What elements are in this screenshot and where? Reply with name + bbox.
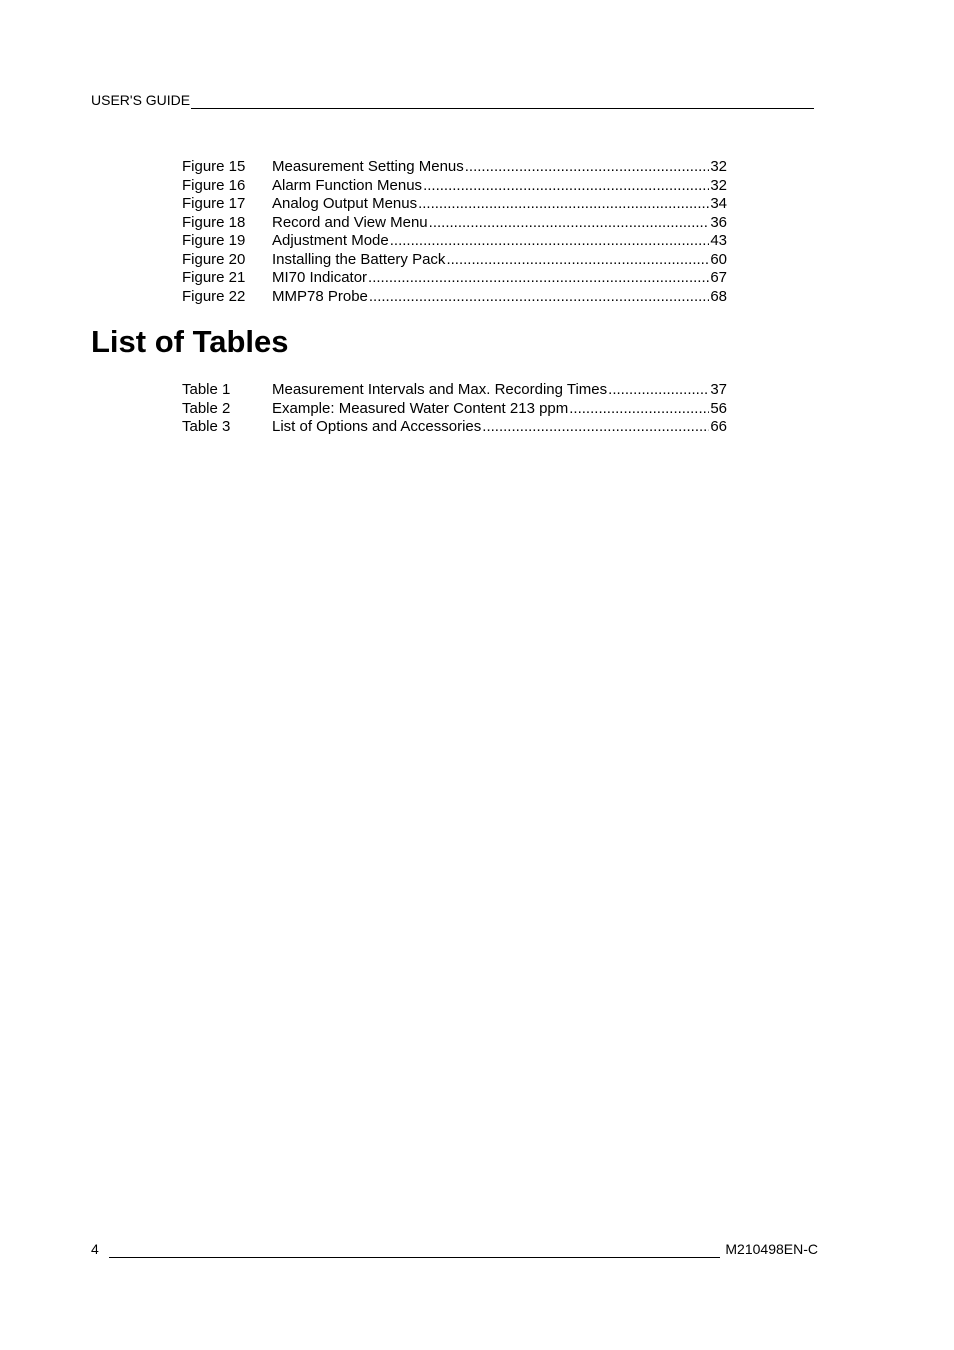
footer-doc-code: M210498EN-C xyxy=(725,1241,818,1257)
toc-entry-figure-19[interactable] xyxy=(182,232,727,251)
dot-leader xyxy=(429,214,710,233)
toc-entry-page: 56 xyxy=(710,399,727,417)
toc-entry-label: Figure 21 xyxy=(182,269,246,286)
header-rule xyxy=(191,93,814,109)
toc-entry-label: Table 2 xyxy=(182,399,231,417)
toc-entry-label: Figure 17 xyxy=(182,195,246,212)
toc-entry-title: Measurement Setting Menus xyxy=(272,158,464,175)
toc-entry-label: Figure 20 xyxy=(182,250,246,268)
toc-entry-title: Analog Output Menus xyxy=(272,195,418,212)
toc-entry-page: 67 xyxy=(710,269,727,286)
dot-leader xyxy=(423,177,709,196)
list-of-figures-continued xyxy=(182,158,727,306)
toc-entry-figure-15[interactable] xyxy=(182,158,727,177)
running-footer xyxy=(91,1240,818,1258)
toc-entry-figure-16[interactable] xyxy=(182,177,727,196)
dot-leader xyxy=(369,288,709,307)
toc-entry-title: Record and View Menu xyxy=(272,213,428,231)
toc-entry-title: List of Options and Accessories xyxy=(272,418,482,435)
toc-entry-page: 37 xyxy=(710,381,727,398)
toc-entry-page: 43 xyxy=(710,232,727,249)
toc-entry-figure-20[interactable] xyxy=(182,251,727,270)
toc-entry-page: 60 xyxy=(710,250,727,268)
toc-entry-label: Figure 15 xyxy=(182,158,246,175)
running-header-title: USER'S GUIDE xyxy=(91,92,191,108)
toc-entry-label: Figure 16 xyxy=(182,176,246,194)
footer-rule xyxy=(109,1242,721,1258)
toc-entry-title: Example: Measured Water Content 213 ppm xyxy=(272,399,569,417)
toc-entry-label: Figure 18 xyxy=(182,213,246,231)
dot-leader xyxy=(446,251,709,270)
toc-entry-label: Figure 22 xyxy=(182,287,246,305)
toc-entry-figure-22[interactable] xyxy=(182,288,727,307)
dot-leader xyxy=(482,418,709,437)
toc-entry-page: 66 xyxy=(710,418,727,435)
toc-entry-title: MI70 Indicator xyxy=(272,269,368,286)
toc-entry-page: 32 xyxy=(710,176,727,194)
list-of-tables xyxy=(182,381,727,437)
toc-entry-table-2[interactable] xyxy=(182,400,727,419)
toc-entry-page: 32 xyxy=(710,158,727,175)
dot-leader xyxy=(390,232,710,251)
toc-entry-title: Adjustment Mode xyxy=(272,232,389,249)
toc-entry-title: MMP78 Probe xyxy=(272,287,368,305)
toc-entry-figure-17[interactable] xyxy=(182,195,727,214)
toc-entry-title: Measurement Intervals and Max. Recording Times xyxy=(272,381,608,398)
dot-leader xyxy=(368,269,709,288)
toc-entry-label: Table 3 xyxy=(182,418,231,435)
toc-entry-page: 36 xyxy=(710,213,727,231)
toc-entry-page: 34 xyxy=(710,195,727,212)
toc-entry-title: Alarm Function Menus xyxy=(272,176,423,194)
toc-entry-title: Installing the Battery Pack xyxy=(272,250,446,268)
footer-page-number: 4 xyxy=(91,1241,99,1257)
toc-entry-figure-21[interactable] xyxy=(182,269,727,288)
toc-entry-page: 68 xyxy=(710,287,727,305)
toc-entry-table-1[interactable] xyxy=(182,381,727,400)
toc-entry-label: Table 1 xyxy=(182,381,231,398)
toc-entry-table-3[interactable] xyxy=(182,418,727,437)
list-of-tables-heading: List of Tables xyxy=(91,324,289,359)
toc-entry-figure-18[interactable] xyxy=(182,214,727,233)
dot-leader xyxy=(569,400,709,419)
dot-leader xyxy=(418,195,709,214)
toc-entry-label: Figure 19 xyxy=(182,232,246,249)
dot-leader xyxy=(465,158,710,177)
running-header xyxy=(91,91,814,109)
dot-leader xyxy=(608,381,709,400)
